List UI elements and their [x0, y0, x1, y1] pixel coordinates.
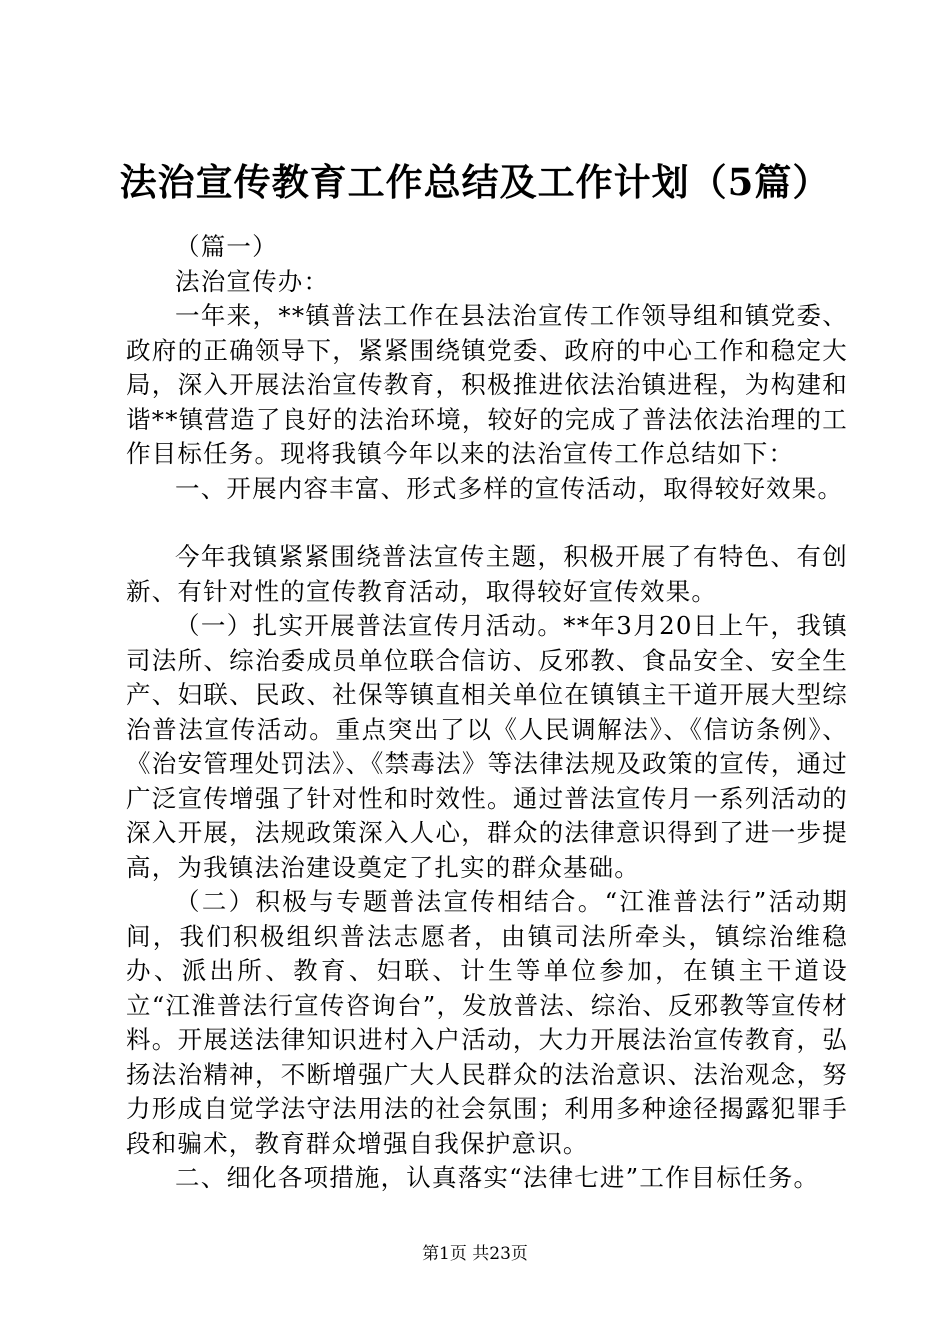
- salutation: 法治宣传办：: [175, 266, 330, 296]
- paragraph-subsection-two: （二）积极与专题普法宣传相结合。“江淮普法行”活动期间，我们积极组织普法志愿者，由镇司法所牵头，镇综治维稳办、派出所、教育、妇联、计生等单位参加，在镇主干道设立“江淮普法行宣传咨询台”，发放普法、综治、反邪教等宣传材料。开展送法律知识进村入户活动，大力开展法治宣传教育，弘扬法治精神，不断增强广大人民群众的法治意识、法治观念，努力形成自觉学法守法用法的社会氛围；利用多种途径揭露犯罪手段和骗术，教育群众增强自我保护意识。: [126, 887, 848, 1158]
- document-body: [126, 230, 848, 1196]
- heading-two: 二、细化各项措施，认真落实“法律七进”工作目标任务。: [175, 1163, 820, 1192]
- heading-one: 一、开展内容丰富、形式多样的宣传活动，取得较好效果。: [175, 473, 844, 503]
- paragraph-overview: 今年我镇紧紧围绕普法宣传主题，积极开展了有特色、有创新、有针对性的宣传教育活动，取得较好宣传效果。: [126, 542, 848, 606]
- paragraph-subsection-one: （一）扎实开展普法宣传月活动。**年3月20日上午，我镇司法所、综治委成员单位联合信访、反邪教、食品安全、安全生产、妇联、民政、社保等镇直相关单位在镇镇主干道开展大型综治普法宣传活动。重点突出了以《人民调解法》、《信访条例》、《治安管理处罚法》、《禁毒法》等法律法规及政策的宣传，通过广泛宣传增强了针对性和时效性。通过普法宣传月一系列活动的深入开展，法规政策深入人心，群众的法律意识得到了进一步提高，为我镇法治建设奠定了扎实的群众基础。: [126, 611, 848, 882]
- page-footer: 第1页 共23页: [422, 1244, 528, 1264]
- section-label: （篇一）: [175, 232, 278, 261]
- paragraph-intro: 一年来，**镇普法工作在县法治宣传工作领导组和镇党委、政府的正确领导下，紧紧围绕镇党委、政府的中心工作和稳定大局，深入开展法治宣传教育，积极推进依法治镇进程，为构建和谐**镇营造了良好的法治环境，较好的完成了普法依法治理的工作目标任务。现将我镇今年以来的法治宣传工作总结如下：: [126, 301, 848, 468]
- document-title: 法治宣传教育工作总结及工作计划（5篇）: [119, 160, 831, 204]
